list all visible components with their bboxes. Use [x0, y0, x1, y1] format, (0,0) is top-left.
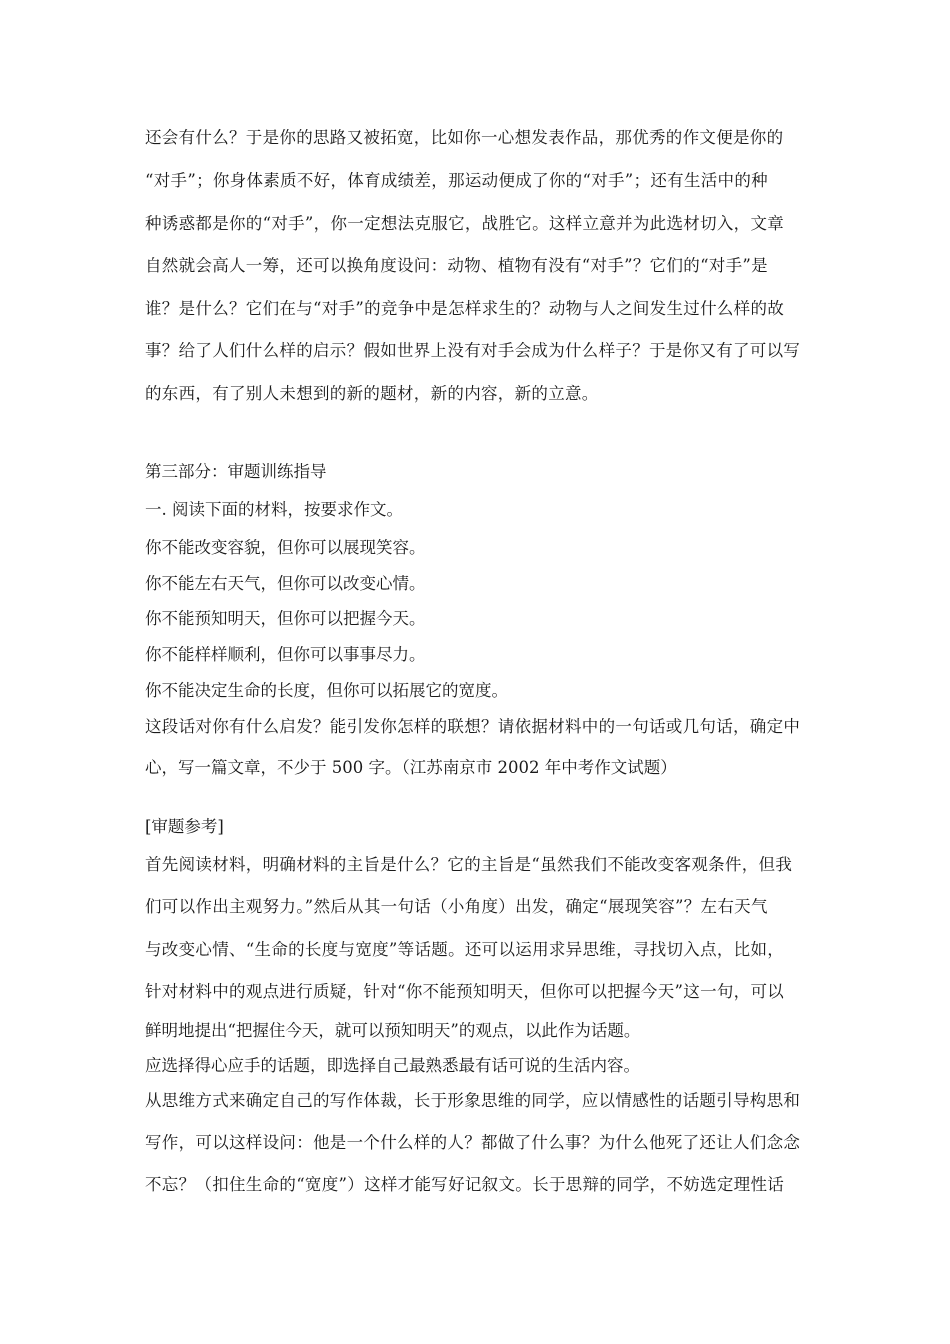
text-line: 事？给了人们什么样的启示？假如世界上没有对手会成为什么样子？于是你又有了可以写 — [145, 341, 801, 360]
text-line: 首先阅读材料，明确材料的主旨是什么？它的主旨是“虽然我们不能改变客观条件，但我 — [145, 855, 793, 874]
text-line: 谁？是什么？它们在与“对手”的竞争中是怎样求生的？动物与人之间发生过什么样的故 — [145, 299, 785, 318]
text-line: “对手”；你身体素质不好，体育成绩差，那运动便成了你的“对手”；还有生活中的种 — [145, 171, 768, 190]
text-line: 们可以作出主观努力。”然后从其一句话（小角度）出发，确定“展现笑容”？左右天气 — [145, 897, 768, 916]
text-line: 自然就会高人一筹，还可以换角度设问：动物、植物有没有“对手”？它们的“对手”是 — [145, 256, 768, 275]
prompt-line: 一. 阅读下面的材料，按要求作文。 — [145, 500, 403, 519]
material-line: 你不能改变容貌，但你可以展现笑容。 — [145, 538, 426, 557]
material-line: 你不能决定生命的长度，但你可以拓展它的宽度。 — [145, 681, 508, 700]
question-line: 这段话对你有什么启发？能引发你怎样的联想？请依据材料中的一句话或几句话，确定中 — [145, 717, 801, 736]
text-line: 写作，可以这样设问：他是一个什么样的人？都做了什么事？为什么他死了还让人们念念 — [145, 1133, 801, 1152]
text-line: 种诱惑都是你的“对手”，你一定想法克服它，战胜它。这样立意并为此选材切入，文章 — [145, 214, 785, 233]
text-line: 应选择得心应手的话题，即选择自己最熟悉最有话可说的生活内容。 — [145, 1056, 640, 1075]
section-heading: 第三部分：审题训练指导 — [145, 462, 327, 481]
text-line: 不忘？（扣住生命的“宽度”）这样才能写好记叙文。长于思辩的同学，不妨选定理性话 — [145, 1175, 785, 1194]
material-line: 你不能样样顺利，但你可以事事尽力。 — [145, 645, 426, 664]
text-line: 鲜明地提出“把握住今天，就可以预知明天”的观点，以此作为话题。 — [145, 1021, 641, 1040]
material-line: 你不能左右天气，但你可以改变心情。 — [145, 574, 426, 593]
text-line: 与改变心情、“生命的长度与宽度”等话题。还可以运用求异思维，寻找切入点，比如， — [145, 940, 785, 959]
text-line: 的东西，有了别人未想到的新的题材，新的内容，新的立意。 — [145, 384, 599, 403]
question-line: 心，写一篇文章，不少于 500 字。（江苏南京市 2002 年中考作文试题） — [145, 758, 677, 777]
reference-heading: [审题参考] — [145, 817, 224, 836]
material-line: 你不能预知明天，但你可以把握今天。 — [145, 609, 426, 628]
text-line: 从思维方式来确定自己的写作体裁，长于形象思维的同学，应以情感性的话题引导构思和 — [145, 1091, 801, 1110]
text-line: 针对材料中的观点进行质疑，针对“你不能预知明天，但你可以把握今天”这一句，可以 — [145, 982, 785, 1001]
text-line: 还会有什么？于是你的思路又被拓宽，比如你一心想发表作品，那优秀的作文便是你的 — [145, 128, 784, 147]
